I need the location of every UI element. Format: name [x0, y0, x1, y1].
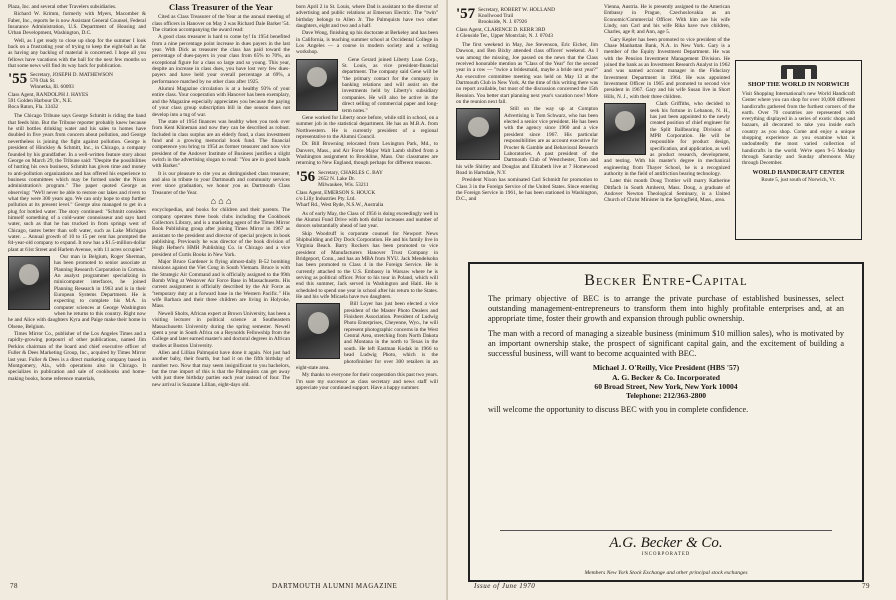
paragraph: Dave Wong, finishing up his doctorate at Berkeley and has been in California, is teaching summer school at Occidental College in Los Angeles — a course in modern society and a writing workshop. [296, 30, 438, 56]
paragraph: Gary Kepler has been promoted to vice president of the Chase Manhattan Bank, N.A. in New York. Gary is a member of the Equity Investment Department. He was with the Pension Investment Management Division. He joined the bank as an Investment Research Analyst in 1962 and was named account manager in the Fiduciary Investment Department in 1964. He was appointed Investment Officer in 1965 and promoted to second vice president in 1967. Gary and his wife Susan live in Short Hills, N. J., with their three children. [604, 36, 730, 100]
agent-city: Wharf Rd., West Ryde, N.S.W., Australia [296, 201, 384, 208]
paragraph: Newell Sholts, African expert at Brown University, has been a visiting lecturer in political science at Southeastern Massachusetts University during the spring semester. Newell spent a year in South Africa on a Reynolds Fellowship from the College and later earned master's and doctoral degrees in African studies at Boston University. [152, 310, 290, 349]
paragraph: Still on the way up at Compton Advertising is Tom Schwarz, who has been elected a senior vice president. He has been with the agency since 1960 and a vice president since 1967. His particular responsibilities are as account executive for Procter & Gamble and Behavioral Research Laboratories. A past president of the Dartmouth Club of Westchester, Tom and his wife Shirley and Douglas and Elizabeth live at 7 Homewood Road in Hartsdale, N.Y. [456, 106, 598, 176]
issue-date: Issue of June 1970 [474, 582, 536, 590]
right-column-1 [456, 4, 598, 256]
paragraph: President Nixon has nominated Carl Schmidt for promotion to Class 3 in the Foreign Service of the United States. Since entering the Foreign Service in 1961, he has been stationed in Washington, D.C., and [456, 177, 598, 203]
photo-gene-gerard [296, 59, 338, 111]
paragraph: A good class treasurer is hard to come by! In 1954 benefited from a nine percentage point increase in dues payers in the last year. With Dick as treasurer the class has paid toward the percentage of dues-payers in your class from 65% to 70%, an exceptional figure for a class so large and so young. This year, despite an increase in class dues, you have lost very few dues-payers and have held your overall percentage at 69%, a performance matched by no other class after 1925. [152, 34, 290, 85]
secretary-address: 576 Oak St. [30, 78, 56, 85]
photo-tom-schwarz [456, 108, 500, 160]
paragraph: Cited as Class Treasurer of the Year at the annual meeting of class officers in Hanover on May 2 was Richard Dale Barker '54. The citation accompanying the award read: [152, 14, 290, 34]
becker-contact-name: Michael J. O'Reilly, Vice President (HBS '57) [592, 363, 740, 373]
paragraph: Alumni Magazine circulation is at a healthy 93% of your entire class. Your cooperation with Hanover has been exemplary, and the Magazine especially appreciates you because the paying of your class group subscription bill in due season does not develop into a tug of war. [152, 86, 290, 118]
paragraph: Clark Griffiths, who decided to seek his fortune in Lebanon, N. H., has just been appointed to the newly created position of chief engineer for the Split Ballbearing Division of MPB Corporation. He will be responsible for product design, specification, and application, as well as product research, development, and testing. With his master's degree in mechanical engineering from Thayer School, he is a recognized authority in the field of antifriction bearing technology. [604, 101, 730, 177]
agent-address: 591 Golden Harbour Dr., N.E. [8, 98, 73, 105]
class-heading-56 [296, 170, 438, 188]
secretary-city: Brookside, N. J. 07926 [478, 19, 528, 25]
agent-address: c/o Lilly Industries Pty. Ltd. [296, 195, 356, 202]
class-heading-55 [8, 72, 146, 90]
class-year: '55 [8, 71, 28, 88]
treasurer-title: Class Treasurer of the Year [169, 4, 273, 12]
photo-clark-griffiths [604, 103, 646, 155]
page-number-left: 78 [10, 582, 18, 590]
secretary-name: Secretary, ROBERT W. HOLLAND [478, 7, 555, 13]
shop-the-world-ad [735, 60, 862, 240]
paragraph: Richard W. Krimm, formerly with Myers, Macomber & Faber, Inc., reports he is now Assistant General Counsel, Federal Insurance Administration, U.S. Department of Housing and Urban Development, Washington, D.C. [8, 11, 146, 37]
photo-roger-sherman [8, 256, 50, 310]
ad-logo-icon [781, 65, 817, 79]
becker-ad-para1: The primary objective of BEC is to arrange the private purchase of established businesses, select outstanding management-entrepreneurs to transform them into highly profitable enterprises and, at an appropriate time, foster their growth and expansion through public ownership. [488, 294, 844, 324]
becker-entre-capital-ad [468, 262, 864, 582]
class-agent: Class Agent, RANDOLPH J. HAYES [8, 92, 89, 99]
photo-bill-loyer [296, 303, 340, 359]
paragraph: Times Mirror Co., publisher of the Los Angeles Times and a rapidly-growing potpourri of other publications, named Jim Perkins chairman of the board and chief executive officer of Fuller & Dees Marketing Group, Inc., acquired by Times Mirror last year. Fuller & Dees is a direct marketing company based in Montgomery, Ala., with operations also in Chicago. It specializes in publication and sale of cookbooks and home-making books, home reference materials, [8, 331, 146, 382]
agent-address: 4 Glenside Ter., Upper Montclair, N. J. 07043 [456, 33, 554, 39]
paragraph: Our man in Belgium, Roger Sherman, has been promoted to senior associate at Planning Research Corporation in Cortona. An analyst programmer specializing in minicomputer interfaces, he joined Planning Research in 1963 and is in their European Systems Department. He is expecting to complete his M.A. in computer sciences at George Washington when he returns to this country. Right now he and Alice with daughters Kyra and Paige make their home in Olsene, Belgium. [8, 254, 146, 330]
shop-ad-title: SHOP THE WORLD IN NORWICH [747, 81, 850, 88]
secretary-name: Secretary, JOSEPH D. MATHEWSON [30, 72, 113, 79]
paragraph: Bill Loyer has just been elected a vice president of the Master Photo Dealers and Finishers Association. President of Ludwig Photo Enterprises, Cheyenne, Wyo., he will represent photographic concerns in the West Central Area, stretching from North Dakota and Montana in the north to Texas in the south. He left Eastman Kodak in 1966 to head Ludwig Photo, which is the photofinisher for over 300 retailers in an eight-state area. [296, 301, 438, 371]
agent-city: Boca Raton, Fla. 33432 [8, 104, 59, 111]
ornament: ⌂ ⌂ ⌂ [210, 195, 232, 206]
paragraph: Allen and Lillian Palmquist have done it again. Not just had another baby, their fourth, but had it on the fifth birthday of number two. Now that may seem insignificant to you bachelors, but the true import of this is that the Palmquists can get away with just three birthday parties each year instead of four. The new arrival is Suzanne Lillian, eight-days old. [152, 349, 290, 388]
becker-logo-sub: INCORPORATED [641, 552, 691, 557]
becker-ad-para2: The man with a record of managing a sizeable business (minimum $10 million sales), who is motivated by an important ownership stake, the prospect of significant capital gain, and the excitement of building a successful business, will want to become acquainted with BEC. [488, 328, 844, 359]
left-column-2 [152, 4, 290, 570]
paragraph: It is our pleasure to cite you as distinguished class treasurer, and also in tribute to your Dartmouth and community services ever since graduation, we honor you as Dartmouth Class Treasurer of the Year. [152, 170, 290, 196]
paragraph: The state of 1954 finances was healthy when you took over from Kent Klineman and now they can be described as robust. Included in class surplus are an elderly fund, a class investment fund and a growing memorial book fund. The financial competence you bring to 1954 as former treasurer and now vice president of the Andover Institute of Business justifies a slight switch in the advertising slogan to read: "You are in good hands with Barker." [152, 118, 290, 170]
becker-contact-address: 60 Broad Street, New York, New York 10004 [594, 382, 738, 392]
shop-ad-address: Route 5, just south of Norwich, Vt. [761, 176, 836, 183]
secretary-address: 2652 N. Lake Dr. [318, 175, 356, 182]
becker-ad-para3: will welcome the opportunity to discuss BEC with you in complete confidence. [488, 404, 749, 414]
becker-members-line: Members New York Stock Exchange and other principal stock exchanges [584, 570, 748, 576]
becker-contact-company: A. G. Becker & Co. Incorporated [612, 372, 720, 382]
paragraph: Dr. Bill Browning relocated from Lexington Park, Md., to Danvers, Mass., and Air Force Major Walt Lamb shifted from a Washington assignment to Brookline, Mass. Our classmates are returning to New England, though perhaps for different reasons. [296, 141, 438, 167]
paragraph: The Chicago Tribune says George Schmitt is riding the band that feeds him. But the Tribune reporter probably knew because he still bottles drinking water and his sales to homes have doubled in five years from concern about pollution, and George nevertheless is joining the fight against pollution. George is president of Hinckley & Schmitt, Inc., in Chicago, a company founded by his grandfather. In a well-written feature story about George on March 29, the Tribune said: "Despite the possibilities of hurting his own business, Schmitt has given time and money to anti-pollution organizations and has offered his experience to business committees which may be formed under the Nixon administration's program." The paper quoted George as observing: "We'll never be able to restore our lakes and rivers to what they were 300 years ago. We can only hope to stop further pollution at its present level." George also managed to get in a plug for bottled water. The story continued: "Schmitt considers himself something of a cold-water connoisseur and says hard water, such as that he has trucked in from springs west of Chicago, tastes better than soft water, such as Lake Michigan water. ... Annual growth of 10 to 15 per cent has prompted the 84-year-old company to expand. It now has a $1.5-million-dollar plant at 61st Street and Harlem Avenue, with 11 acres occupied." [8, 113, 146, 253]
paragraph: The first weekend in May, Joe Stevenson, Eric Eicher, Jim Dawson, and Ben Bixby attended class officers' weekend. As I was among the missing, Joe passed on the news that the Class received honorable mention as "Class of the Year" for the second year in a row — "twice a bridesmaid, maybe a bride next year?" An executive committee meeting was held on May 13 at the Dartmouth Club in New York. At the time of this writing there was no report available, but most of the discussion concerned the 15th Reunion. You better start planning next year's vacation now! More on the reunion next fall. [456, 42, 598, 106]
secretary-city: Milwaukee, Wis. 53211 [318, 181, 369, 188]
class-heading-57 [456, 7, 598, 25]
left-column-1 [8, 4, 146, 570]
paragraph: encyclopedias, and books for children and their parents. The company operates three book clubs including the Cookbook Collectors Library, and is a marketing agent of the Times Mirror Book Publishing group after joining Times Mirror in 1967 as assistant to the president and director of special projects in book publishing. Previously he was director of the book division of Hugh Hefner's HMH Publishing Co. in Chicago and a vice president of Curtis Books in New York. [152, 207, 290, 258]
secretary-name: Secretary, CHARLES C. BAY [318, 169, 383, 176]
paragraph: Well, as I get ready to close up shop for the summer I look back on a frustrating year of trying to keep the eight-ball as far as having any backlog of material is concerned. I hope all you fellows have vacations with the ball for the next few months so that some news will find its way back for publication. [8, 37, 146, 70]
paragraph: My thanks to everyone for their cooperation this past two years. I'm sure my successor as class secretary and news staff will appreciate your continued support. Have a happy summer. [296, 372, 438, 391]
paragraph: Major Bruce Gardener is flying almost-daily B-52 bombing missions against the Viet Cong in South Vietnam. Bruce is with the Strategic Air Command and is officially assigned to the 99th Bomb Wing at Westover Air Force Base in Massachusetts. His current assignment is officially described by the Air Force as "temporary duty at a forward base in the Western Pacific." His wife Barbara and their three children are living in Holyoke, Mass. [152, 259, 290, 310]
right-column-2 [604, 4, 730, 256]
shop-ad-center-name: WORLD HANDICRAFT CENTER [752, 169, 845, 176]
paragraph: As of early May, the Class of 1956 is doing exceedingly well in the Alumni Fund Drive with both dollar increases and number of donors substantially ahead of last year. [296, 210, 438, 230]
shop-ad-body: Visit Shopping International's new World Handicraft Center where you can shop for over 10,000 different handicrafts gathered from the furthest corners of the earth. Over 70 countries are represented with everything displayed in a series of exotic shops and bazaars, all decorated to take you inside each country as you shop. Come and enjoy a unique shopping experience as you examine what is undoubtedly the most varied collection of handicrafts in the world. We're open 9-5 Monday through Saturday and Sunday afternoons May through December. [742, 91, 855, 167]
paragraph: Gene worked for Liberty once before, while still in school, on a summer job in the statistical department. He has an M.B.A. from Northwestern. He is currently president of a regional representative to the Alumni Council. [296, 114, 438, 140]
paragraph: Gene Gerard joined Liberty Loan Corp., St. Louis, as vice president-financial department. The company said Gene will be "the primary contact for the company in banking relations and will assist on the investments held by Liberty's subsidiary companies. He will also be active in the direct selling of commercial paper and long-term notes." [342, 56, 438, 114]
page-number-right: 79 [862, 582, 870, 590]
becker-logo-name: A.G. Becker & Co. [609, 535, 723, 551]
class-year: '56 [296, 168, 316, 185]
becker-ad-title: Becker Entre-Capital [584, 272, 748, 289]
left-column-3 [296, 4, 438, 570]
magazine-title: DARTMOUTH ALUMNI MAGAZINE [272, 582, 398, 590]
class-agent: Class Agent, CLARENCE D. KERR 3RD [456, 27, 546, 33]
paragraph: Plaza, Inc. and several other Travelers subsidiaries. [8, 4, 117, 10]
paragraph: born April 2 in St. Louis, where Dad is assistant to the director of advertising and public relations at Emerson Electric. The "twin" birthday belongs to Allen Jr. The Palmquists have two other daughters, eight and two and a half. [296, 4, 438, 30]
paragraph: Skip Woodruff is corporate counsel for Newport News Shipbuilding and Dry Dock Corporation. He and his family live in Virginia Beach. Barry Rockers has been promoted to vice president of Manufacturers Hanover Trust Company in Bridgeport, Conn., and has an MBA from NYU. Jack Mendelsohn has been promoted to Class 4 in the Foreign Service. He is currently attached to the U.S. Embassy in Warsaw where he is serving as political officer. Prior to his tour in Poland, which will end this summer, Jack served in Washington and Haiti. He is scheduled to spend one year in school after his return to the States. He and his wife Micaela have two daughters. [296, 230, 438, 301]
class-year: '57 [456, 6, 476, 22]
secretary-city: Winnetka, Ill. 60093 [30, 84, 74, 91]
becker-logo [470, 534, 862, 557]
class-agent: Class Agent, EMERSON S. HOUCK [296, 189, 376, 196]
paragraph: Vienna, Austria. He is presently assigned to the American Embassy in Prague, Czechoslovakia as an Economic/Commercial Officer. With him are his wife Lindy, son Carl and his wife Rika have two children, Charles, age 8; and Ann, age 5. [604, 4, 730, 36]
becker-contact-phone: Telephone: 212/363-2800 [625, 391, 707, 401]
secretary-address: Knollwood Trail [478, 13, 514, 19]
paragraph: Later this month Doug Trottier will marry Katherine Dittfach in South Amherst, Mass. Doug, a graduate of Andover Newton Theological Seminary, is a United Church of Christ Minister in the Springfield, Mass., area. [604, 178, 730, 204]
